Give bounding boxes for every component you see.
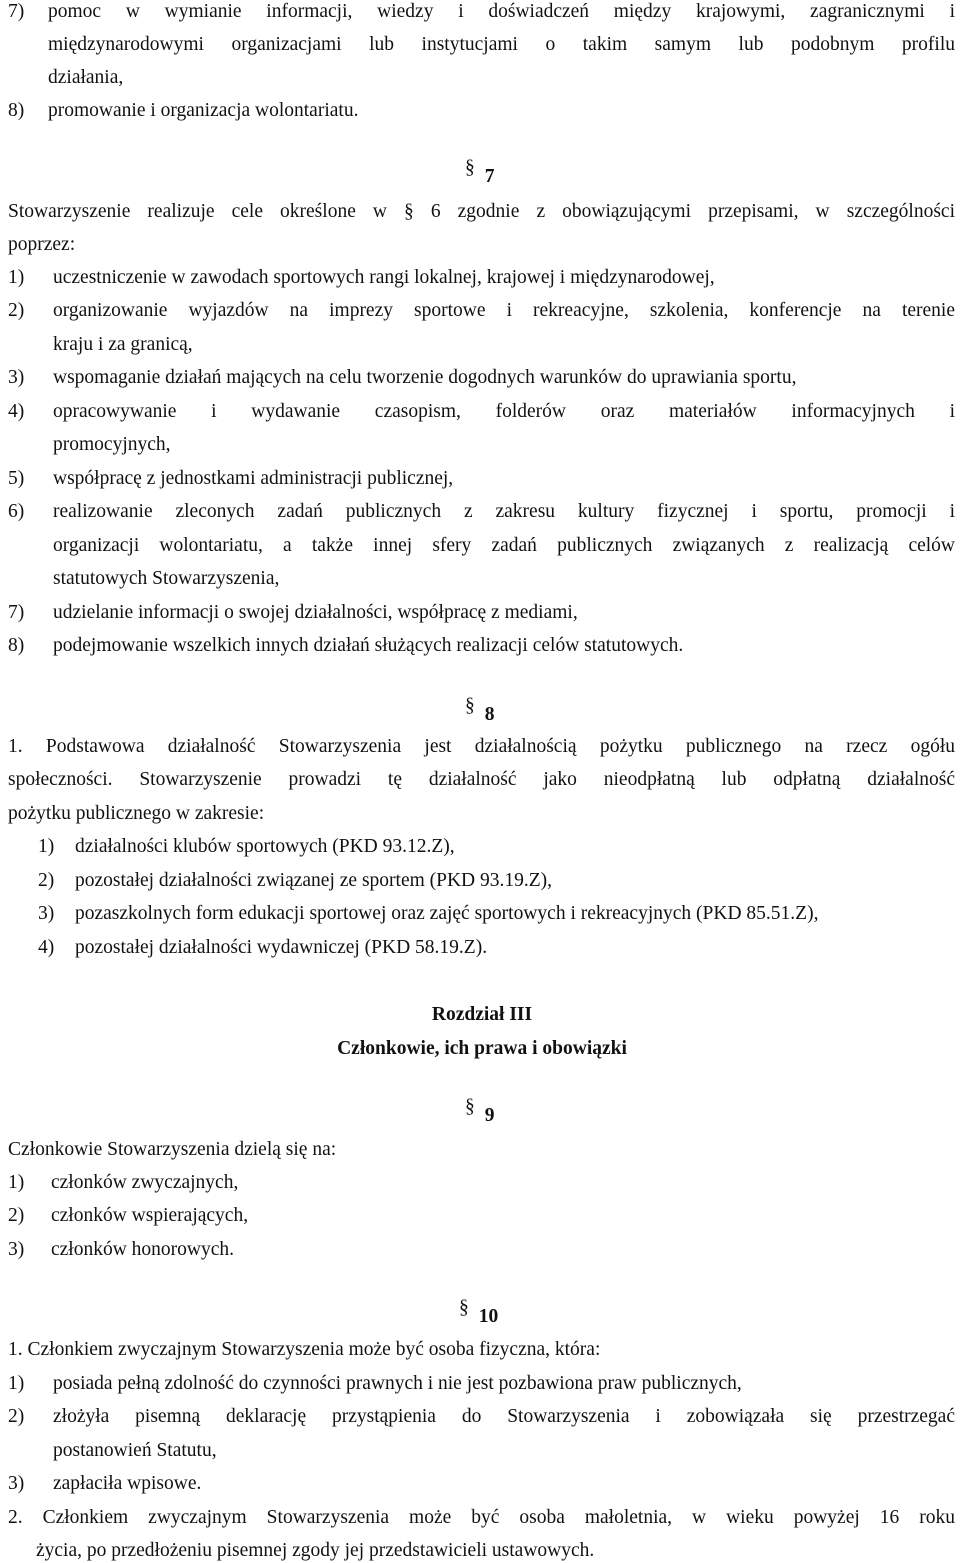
list-item-text: kraju i za granicą, — [53, 334, 193, 355]
list-number: 5) — [8, 468, 25, 489]
list-item-text: pozostałej działalności wydawniczej (PKD 58.19.Z). — [75, 937, 488, 958]
list-item-text: podejmowanie wszelkich innych działań służących realizacji celów statutowych. — [53, 635, 684, 656]
list-number: 1) — [8, 1172, 25, 1193]
list-item-text: promocyjnych, — [53, 434, 171, 455]
list-number: 2) — [8, 1205, 25, 1226]
list-item-text: działania, — [48, 67, 124, 88]
section-number: 9 — [484, 1105, 495, 1126]
section-number: 7 — [484, 166, 495, 187]
paragraph-line: życia, po przedłożeniu pisemnej zgody jej przedstawicieli ustawowych. — [36, 1540, 595, 1561]
section-number: 8 — [484, 704, 495, 725]
section-7-heading — [465, 157, 495, 189]
list-number: 6) — [8, 501, 25, 522]
list-number: 2) — [38, 870, 55, 891]
list-number: 7) — [8, 602, 25, 623]
list-item-text: udzielanie informacji o swojej działalności, współpracę z mediami, — [53, 602, 578, 623]
list-number: 3) — [38, 903, 55, 924]
paragraph-line: społeczności. Stowarzyszenie prowadzi tę działalność jako nieodpłatną lub odpłatną działalność — [8, 769, 955, 790]
list-item-text: organizowanie wyjazdów na imprezy sportowe i rekreacyjne, szkolenia, konferencje na terenie — [53, 300, 955, 321]
paragraph-line: 2. Członkiem zwyczajnym Stowarzyszenia może być osoba małoletnia, w wieku powyżej 16 roku — [8, 1507, 955, 1528]
list-number: 8) — [8, 635, 25, 656]
list-number: 1) — [38, 836, 55, 857]
section-8-heading — [465, 695, 495, 727]
paragraph-line: poprzez: — [8, 234, 76, 255]
list-item-text: organizacji wolontariatu, a także innej sfery zadań publicznych związanych z realizacją celów — [53, 535, 955, 556]
list-number: 1) — [8, 267, 25, 288]
list-number: 1) — [8, 1373, 25, 1394]
list-item-text: członków honorowych. — [51, 1239, 235, 1260]
section-sign: § — [465, 1096, 475, 1117]
section-number: 10 — [478, 1306, 499, 1327]
paragraph-line: 1. Podstawowa działalność Stowarzyszenia jest działalnością pożytku publicznego na rzecz ogółu — [8, 736, 955, 757]
list-number: 4) — [38, 937, 55, 958]
section-sign: § — [459, 1297, 469, 1318]
section-sign: § — [465, 157, 475, 178]
list-item-text: pozostałej działalności związanej ze sportem (PKD 93.19.Z), — [75, 870, 553, 891]
list-item-text: międzynarodowymi organizacjami lub instytucjami o takim samym lub podobnym profilu — [48, 34, 955, 55]
list-number: 3) — [8, 1239, 25, 1260]
paragraph-line: Członkowie Stowarzyszenia dzielą się na: — [8, 1139, 337, 1160]
list-item-text: postanowień Statutu, — [53, 1440, 217, 1461]
list-number: 4) — [8, 401, 25, 422]
list-item-text: uczestniczenie w zawodach sportowych rangi lokalnej, krajowej i międzynarodowej, — [53, 267, 715, 288]
chapter-title: Rozdział III — [431, 1004, 533, 1025]
list-number: 3) — [8, 1473, 25, 1494]
list-item-text: realizowanie zleconych zadań publicznych z zakresu kultury fizycznej i sportu, promocji i — [53, 501, 955, 522]
list-item-text: członków wspierających, — [51, 1205, 249, 1226]
list-item-text: posiada pełną zdolność do czynności prawnych i nie jest pozbawiona praw publicznych, — [53, 1373, 742, 1394]
paragraph-line: pożytku publicznego w zakresie: — [8, 803, 265, 824]
list-item-text: członków zwyczajnych, — [51, 1172, 239, 1193]
paragraph-line: Stowarzyszenie realizuje cele określone w § 6 zgodnie z obowiązującymi przepisami, w szczególności — [8, 201, 955, 222]
list-item-text: działalności klubów sportowych (PKD 93.12.Z), — [75, 836, 455, 857]
list-number: 8) — [8, 100, 25, 121]
section-sign: § — [465, 695, 475, 716]
list-number: 7) — [8, 1, 25, 22]
list-number: 3) — [8, 367, 25, 388]
paragraph-line: 1. Członkiem zwyczajnym Stowarzyszenia może być osoba fizyczna, która: — [8, 1339, 601, 1360]
list-item-text: wspomaganie działań mających na celu tworzenie dogodnych warunków do uprawiania sportu, — [53, 367, 797, 388]
list-item-text: zapłaciła wpisowe. — [53, 1473, 202, 1494]
list-item-text: pozaszkolnych form edukacji sportowej oraz zajęć sportowych i rekreacyjnych (PKD 85.51.Z), — [75, 903, 819, 924]
section-9-heading — [465, 1096, 495, 1128]
list-number: 2) — [8, 1406, 25, 1427]
list-item-text: współpracę z jednostkami administracji publicznej, — [53, 468, 454, 489]
section-10-heading — [459, 1297, 499, 1329]
chapter-subtitle: Członkowie, ich prawa i obowiązki — [337, 1038, 627, 1059]
list-item-text: promowanie i organizacja wolontariatu. — [48, 100, 359, 121]
list-item-text: pomoc w wymianie informacji, wiedzy i doświadczeń między krajowymi, zagranicznymi i — [48, 1, 955, 22]
list-number: 2) — [8, 300, 25, 321]
list-item-text: statutowych Stowarzyszenia, — [53, 568, 280, 589]
list-item-text: opracowywanie i wydawanie czasopism, folderów oraz materiałów informacyjnych i — [53, 401, 955, 422]
list-item-text: złożyła pisemną deklarację przystąpienia do Stowarzyszenia i zobowiązała się przestrzegać — [53, 1406, 955, 1427]
